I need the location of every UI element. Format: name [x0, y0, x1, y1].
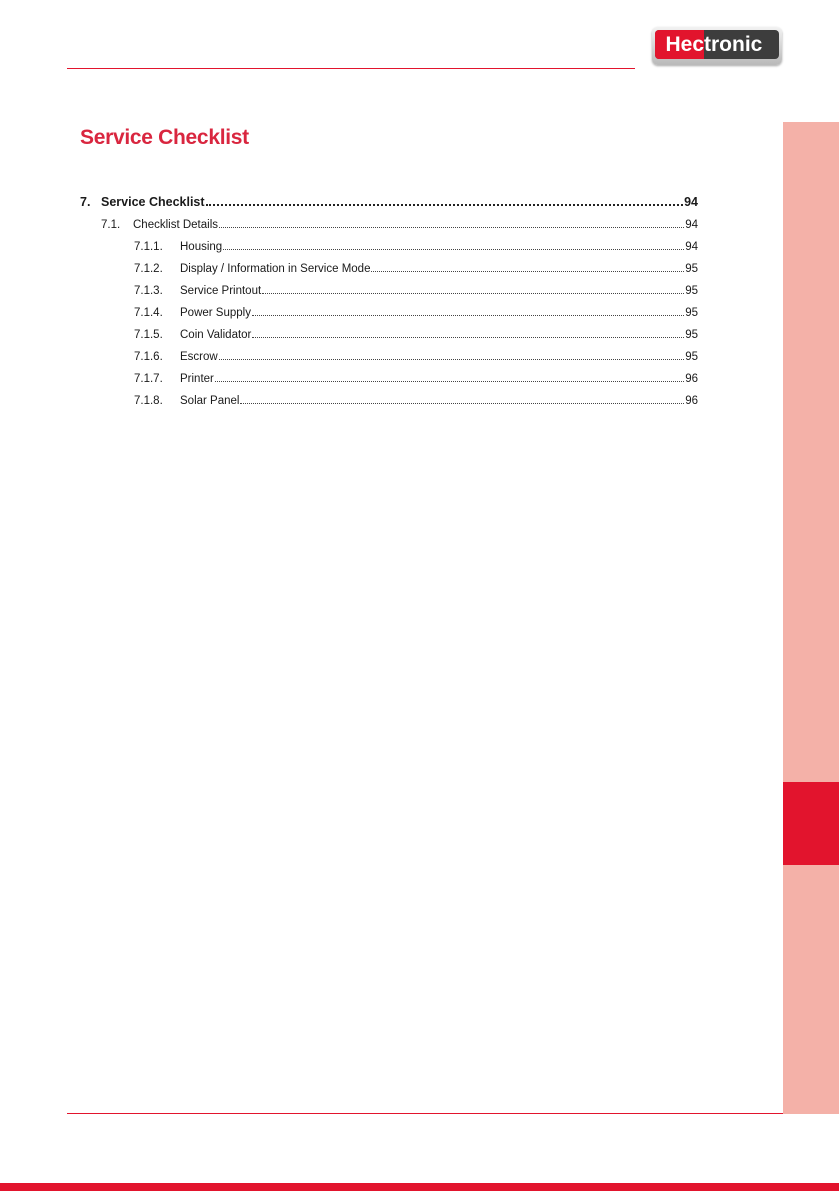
hectronic-logo — [652, 27, 782, 65]
toc-entry-label: Solar Panel — [180, 395, 240, 407]
toc-entry-label: Printer — [180, 373, 214, 385]
footer-band — [0, 1183, 839, 1191]
toc-entry[interactable] — [80, 275, 698, 297]
toc-dot-leader — [252, 314, 684, 316]
toc-entry-number: 7.1.2. — [134, 263, 163, 275]
logo-text-dark: tronic — [704, 32, 763, 56]
toc-dot-leader — [206, 203, 684, 206]
table-of-contents — [80, 186, 698, 407]
toc-entry-label: Checklist Details — [133, 219, 218, 231]
toc-entry-number: 7.1.5. — [134, 329, 163, 341]
toc-entry-page: 95 — [685, 351, 698, 363]
toc-entry[interactable] — [80, 231, 698, 253]
toc-entry-page: 95 — [685, 263, 698, 275]
toc-entry[interactable] — [80, 209, 698, 231]
toc-entry-number: 7.1. — [101, 219, 121, 231]
side-tab-active — [783, 782, 839, 865]
toc-entry-label: Service Checklist — [101, 195, 205, 209]
toc-entry-label: Housing — [180, 241, 223, 253]
toc-dot-leader — [223, 248, 684, 250]
toc-entry-number: 7.1.8. — [134, 395, 163, 407]
toc-entry[interactable] — [80, 319, 698, 341]
logo-text-red: Hec — [655, 30, 704, 59]
toc-entry[interactable] — [80, 186, 698, 209]
toc-entry-number: 7.1.7. — [134, 373, 163, 385]
toc-dot-leader — [219, 358, 685, 360]
toc-entry-label: Display / Information in Service Mode — [180, 263, 371, 275]
page-title: Service Checklist — [80, 126, 249, 149]
toc-entry-page: 95 — [685, 329, 698, 341]
toc-entry-label: Escrow — [180, 351, 218, 363]
toc-dot-leader — [262, 292, 684, 294]
toc-dot-leader — [219, 226, 684, 228]
toc-entry[interactable] — [80, 341, 698, 363]
toc-entry-number: 7.1.6. — [134, 351, 163, 363]
toc-entry[interactable] — [80, 253, 698, 275]
toc-entry-label: Power Supply — [180, 307, 251, 319]
toc-entry-number: 7.1.1. — [134, 241, 163, 253]
toc-dot-leader — [215, 380, 684, 382]
side-tab-inactive-top — [783, 122, 839, 782]
header-rule — [67, 68, 635, 69]
toc-entry-page: 95 — [685, 285, 698, 297]
side-tab-inactive-bottom — [783, 865, 839, 1114]
toc-entry-label: Service Printout — [180, 285, 262, 297]
toc-dot-leader — [371, 270, 684, 272]
toc-entry-page: 96 — [685, 373, 698, 385]
toc-entry-page: 96 — [685, 395, 698, 407]
toc-dot-leader — [252, 336, 684, 338]
toc-entry[interactable] — [80, 297, 698, 319]
footer-rule — [67, 1113, 783, 1114]
toc-entry-number: 7. — [80, 195, 91, 209]
toc-entry[interactable] — [80, 363, 698, 385]
toc-dot-leader — [240, 402, 684, 404]
toc-entry-page: 95 — [685, 307, 698, 319]
toc-entry-number: 7.1.3. — [134, 285, 163, 297]
toc-entry[interactable] — [80, 385, 698, 407]
toc-entry-page: 94 — [684, 195, 698, 209]
toc-entry-page: 94 — [685, 241, 698, 253]
toc-entry-number: 7.1.4. — [134, 307, 163, 319]
toc-entry-page: 94 — [685, 219, 698, 231]
toc-entry-label: Coin Validator — [180, 329, 252, 341]
